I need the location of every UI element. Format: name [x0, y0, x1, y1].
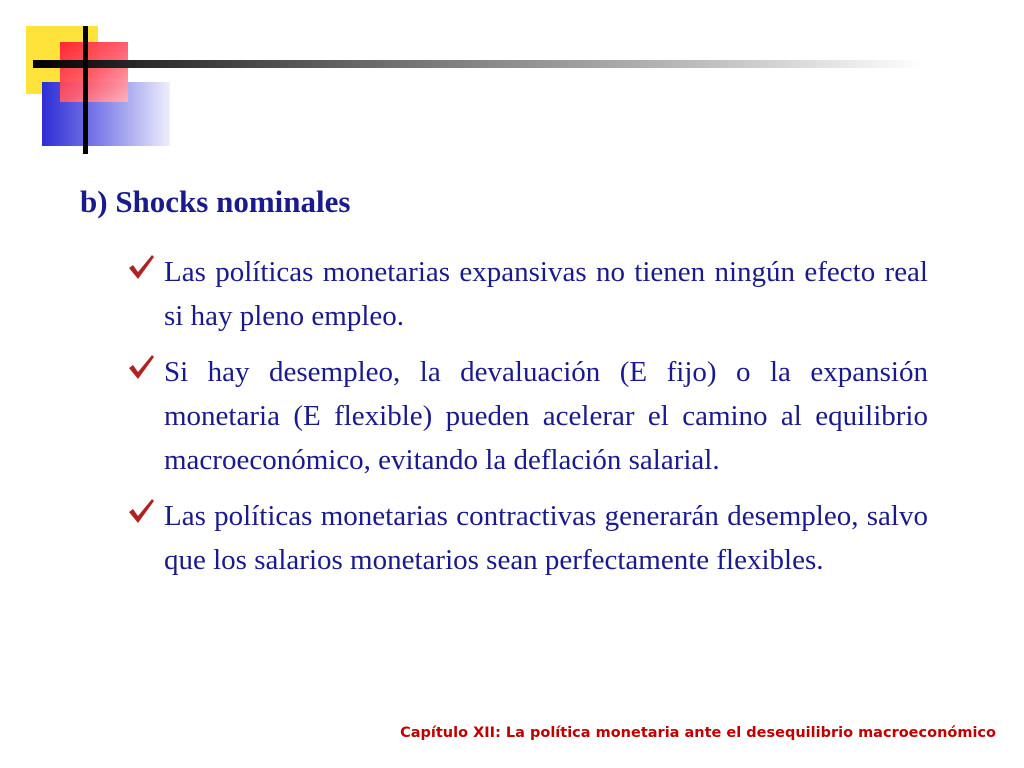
bullet-list — [120, 250, 928, 594]
bullet-item — [120, 494, 928, 582]
red-square-decoration — [60, 42, 128, 102]
checkmark-icon — [126, 352, 156, 382]
bullet-text: Las políticas monetarias contractivas generarán desempleo, salvo que los salarios monetarios sean perfectamente flexibles. — [164, 500, 928, 576]
bullet-text: Las políticas monetarias expansivas no tienen ningún efecto real si hay pleno empleo. — [164, 256, 928, 332]
bullet-text: Si hay desempleo, la devaluación (E fijo) o la expansión monetaria (E flexible) pueden acelerar el camino al equilibrio macroeconómico, evitando la deflación salarial. — [164, 356, 928, 476]
checkmark-icon — [126, 496, 156, 526]
slide-heading: b) Shocks nominales — [80, 184, 351, 219]
bullet-item — [120, 250, 928, 338]
horizontal-line-decoration — [33, 60, 923, 68]
vertical-line-decoration — [83, 26, 88, 154]
slide-footer: Capítulo XII: La política monetaria ante el desequilibrio macroeconómico — [400, 725, 996, 741]
slide-logo-decoration — [0, 0, 1024, 170]
bullet-item — [120, 350, 928, 482]
checkmark-icon — [126, 252, 156, 282]
